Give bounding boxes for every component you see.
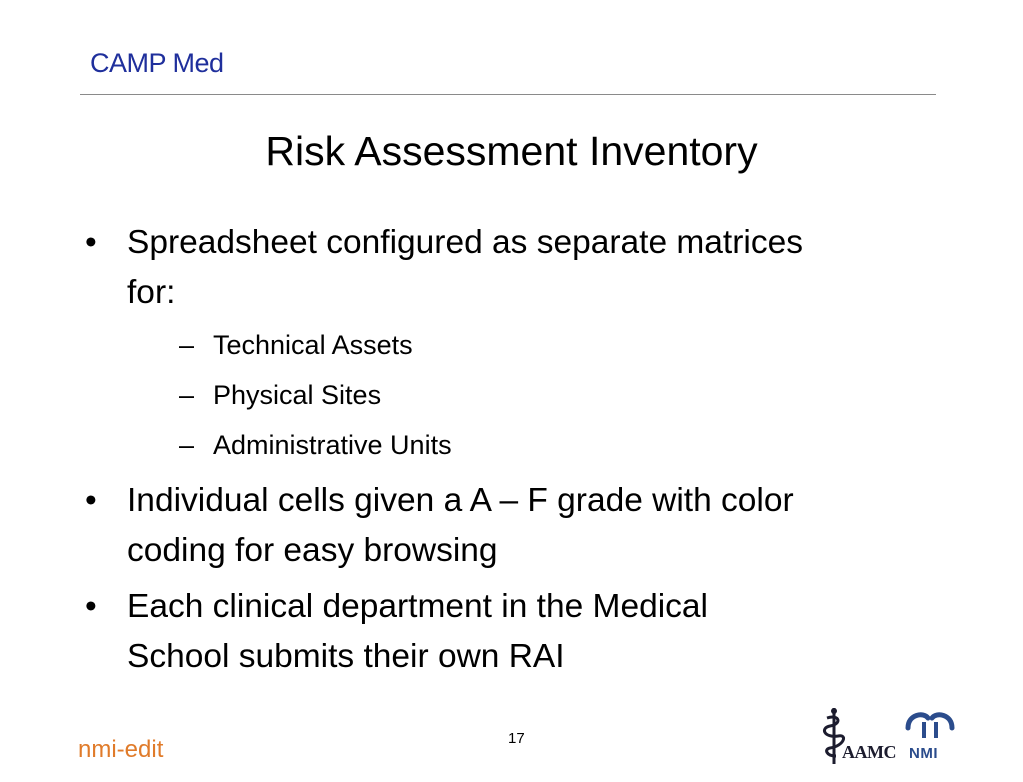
sub-bullet-marker: – — [179, 330, 195, 360]
sub-bullet-text: Administrative Units — [213, 430, 452, 460]
sub-bullet-item — [127, 370, 965, 420]
bullet-item — [85, 218, 965, 470]
sub-bullet-text: Physical Sites — [213, 380, 382, 410]
bullet-marker: • — [85, 588, 97, 625]
nmi-logo-text: NMI — [909, 745, 938, 762]
bullet-marker: • — [85, 482, 97, 519]
bullet-text-line: coding for easy browsing — [127, 532, 498, 569]
bullet-marker: • — [85, 224, 97, 261]
bullet-text-line: Each clinical department in the Medical — [127, 588, 708, 625]
header-divider — [80, 94, 936, 95]
aamc-logo-text: AAMC — [842, 742, 896, 762]
sub-bullet-item — [127, 420, 965, 470]
bullet-item — [85, 582, 965, 682]
sub-bullet-marker: – — [179, 380, 195, 410]
page-number: 17 — [508, 730, 525, 747]
sub-bullet-text: Technical Assets — [213, 330, 413, 360]
bullet-text-line: Spreadsheet configured as separate matrices — [127, 224, 803, 261]
bullet-item — [85, 476, 965, 576]
nmi-logo-icon — [904, 708, 956, 742]
bullet-text-line: for: — [127, 274, 176, 311]
footer-label: nmi-edit — [78, 736, 164, 763]
bullet-text-line: School submits their own RAI — [127, 638, 565, 675]
slide-title: Risk Assessment Inventory — [265, 128, 758, 174]
sub-bullet-list — [127, 320, 965, 470]
sub-bullet-marker: – — [179, 430, 195, 460]
bullet-text-line: Individual cells given a A – F grade with color — [127, 482, 794, 519]
sub-bullet-item — [127, 320, 965, 370]
header-brand: CAMP Med — [90, 48, 224, 78]
bullet-list — [85, 218, 965, 682]
